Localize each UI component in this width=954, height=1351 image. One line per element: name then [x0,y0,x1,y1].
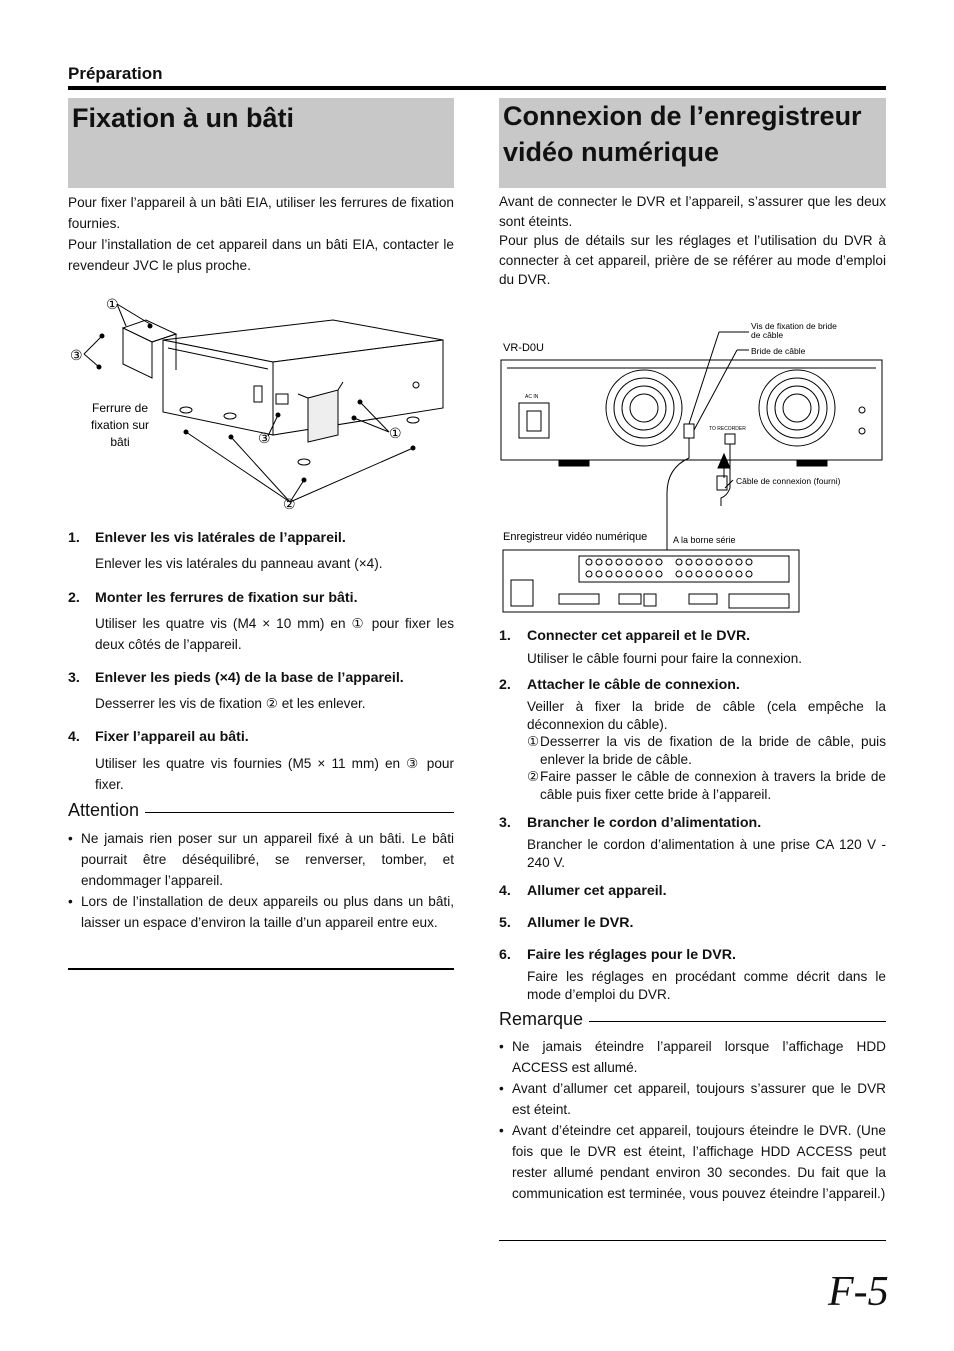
dvr-connection-diagram [499,318,886,618]
left-step-3-heading [68,670,404,686]
callout-3-left: ③ [70,347,83,363]
step-title: Brancher le cordon d’alimentation. [527,815,762,831]
attention-item: • Ne jamais rien poser sur un appareil fixé à un bâti. Le bâti pourrait être déséquilibré, se renverser, tomber, et endommager l’appareil. [68,828,454,891]
step-number: 3. [68,670,80,686]
sub-mark: ① [527,734,540,749]
sub-text: Desserrer la vis de fixation de la bride de câble, puis enlever la bride de câble. [540,734,886,767]
sub-item-2 [527,768,886,803]
bracket-label-1: Ferrure de [91,401,149,415]
step-title: Connecter cet appareil et le DVR. [527,628,751,644]
left-intro-p1: Pour fixer l’appareil à un bâti EIA, utiliser les ferrures de fixation fournies. [68,195,454,231]
screw-label-2: de câble [751,330,784,340]
step-number: 2. [68,590,80,606]
cable-label: Câble de connexion (fourni) [736,476,841,486]
serial-label: A la borne série [673,535,736,545]
step-title: Monter les ferrures de fixation sur bâti. [95,590,358,606]
section-label: Préparation [68,64,163,83]
attention-heading: Attention [68,800,140,820]
right-step-6-heading [499,947,736,963]
left-title: Fixation à un bâti [72,103,295,133]
left-title-box [68,98,454,188]
right-step-1-heading [499,628,751,644]
right-bottom-rule [499,1240,886,1241]
attention-heading-row [68,800,454,821]
bracket-label-3: bâti [110,435,130,449]
step-number: 1. [499,628,511,644]
right-title-line1: Connexion de l’enregistreur [503,101,862,131]
remarque-list [499,1036,886,1204]
right-step-1-body: Utiliser le câble fourni pour faire la connexion. [527,651,803,666]
remarque-item: • Avant d’allumer cet appareil, toujours s’assurer que le DVR est éteint. [499,1078,886,1120]
left-step-3-body: Desserrer les vis de fixation ② et les enlever. [95,696,366,711]
right-step-3-body: Brancher le cordon d’alimentation à une prise CA 120 V - 240 V. [527,837,886,870]
right-step-6-body: Faire les réglages en procédant comme décrit dans le mode d’emploi du DVR. [527,969,886,1002]
right-step-5-heading [499,915,634,931]
callout-2-bottom: ② [283,496,296,512]
attention-rule [145,812,454,813]
step-number: 3. [499,815,511,831]
left-intro-p2: Pour l’installation de cet appareil dans un bâti EIA, contacter le revendeur JVC le plus proche. [68,237,454,273]
step-number: 1. [68,530,80,546]
left-step-2-heading [68,590,358,606]
left-bottom-rule [68,968,454,970]
callout-1-top: ① [106,296,119,312]
step-title: Attacher le câble de connexion. [527,677,740,693]
sub-item-1 [527,733,886,768]
remarque-item: • Ne jamais éteindre l’appareil lorsque l’affichage HDD ACCESS est allumé. [499,1036,886,1078]
screw-label-1: Vis de fixation de bride [751,321,837,331]
left-intro [68,192,454,276]
rack-mount-diagram [68,290,454,512]
right-intro [499,192,886,290]
callout-3-right: ③ [258,430,271,446]
right-step-2-body [527,698,886,803]
step-title: Enlever les pieds (×4) de la base de l’appareil. [95,670,404,686]
right-step-2-heading [499,677,740,693]
left-step-1-body: Enlever les vis latérales du panneau avant (×4). [95,556,383,571]
right-step-4-heading [499,883,667,899]
attention-list [68,828,454,933]
sub-mark: ② [527,769,540,784]
right-step-3-heading [499,815,762,831]
step-title: Fixer l’appareil au bâti. [95,729,249,745]
header-rule [68,86,886,90]
step-title: Allumer le DVR. [527,915,634,931]
left-step-4-body: Utiliser les quatre vis fournies (M5 × 11 mm) en ③ pour fixer. [95,756,454,792]
step-number: 5. [499,915,511,931]
to-recorder-label: TO RECORDER [709,426,746,432]
left-step-2-body: Utiliser les quatre vis (M4 × 10 mm) en ① pour fixer les deux côtés de l’appareil. [95,616,454,652]
step-number: 2. [499,677,511,693]
step-title: Allumer cet appareil. [527,883,667,899]
right-intro-p2: Pour plus de détails sur les réglages et l’utilisation du DVR à connecter à cet appareil, prière de se référer au mode d’emploi du DVR. [499,233,886,287]
left-step-4-heading [68,729,249,745]
right-intro-p1: Avant de connecter le DVR et l’appareil, s’assurer que les deux sont éteints. [499,194,886,229]
step-number: 4. [499,883,511,899]
sub-text: Faire passer le câble de connexion à travers la bride de câble puis fixer cette bride à l’appareil. [540,769,886,802]
bracket-label-2: fixation sur [90,418,150,432]
step-number: 6. [499,947,511,963]
model-label: VR-D0U [503,342,544,354]
right-title-line2: vidéo numérique [503,137,720,167]
attention-item: • Lors de l’installation de deux appareils ou plus dans un bâti, laisser un espace d’environ la taille d’un appareil entre eux. [68,891,454,933]
remarque-heading-row [499,1009,886,1030]
ac-in-label: AC IN [525,394,539,400]
clamp-label: Bride de câble [751,346,806,356]
remarque-item: • Avant d’éteindre cet appareil, toujours éteindre le DVR. (Une fois que le DVR est éteint, l’affichage HDD ACCESS peut rester allumé pendant environ 30 secondes. Du fait que la communication est terminée, vous pouvez éteindre l’appareil.) [499,1120,886,1204]
left-step-1-heading [68,530,346,546]
right-title-box [499,98,886,188]
dvr-label: Enregistreur vidéo numérique [503,531,648,543]
page-number: F-5 [828,1269,889,1315]
remarque-heading: Remarque [499,1009,584,1029]
step-title: Faire les réglages pour le DVR. [527,947,736,963]
step-number: 4. [68,729,80,745]
callout-1-right: ① [389,425,402,441]
right-step-2-text: Veiller à fixer la bride de câble (cela empêche la déconnexion du câble). [527,699,886,732]
remarque-rule [589,1021,886,1022]
step-title: Enlever les vis latérales de l’appareil. [95,530,346,546]
